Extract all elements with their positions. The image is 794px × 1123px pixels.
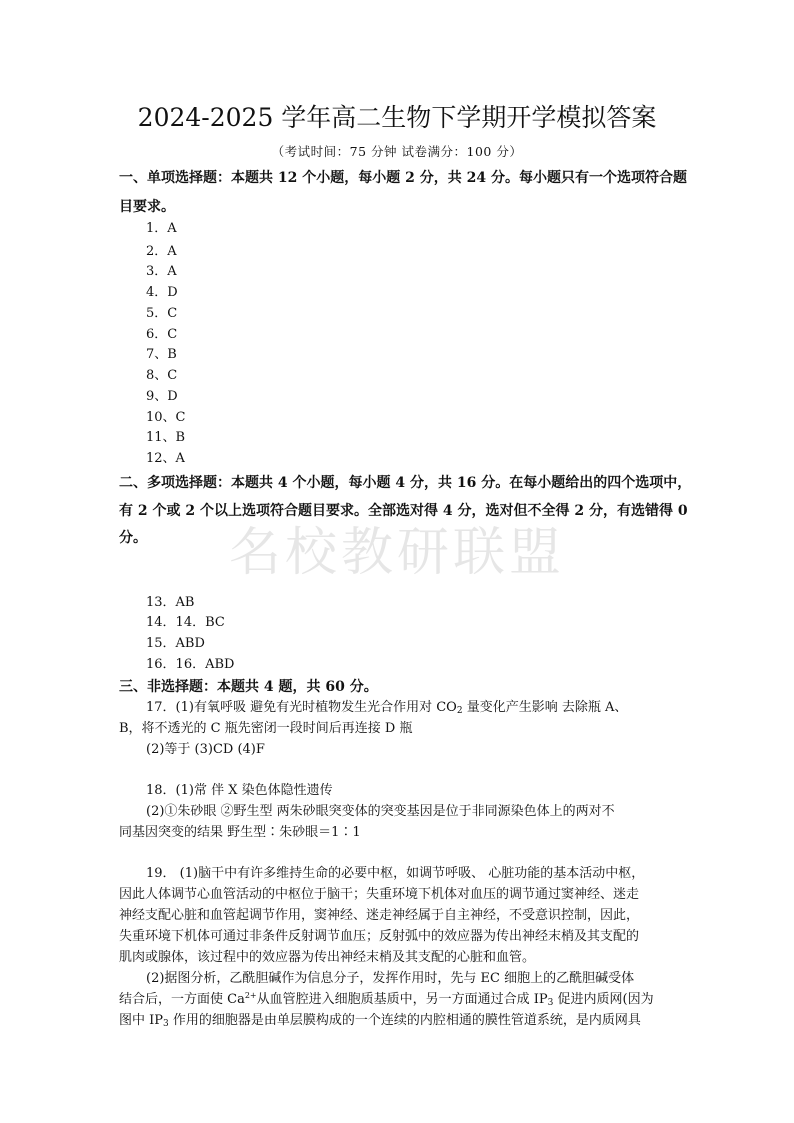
answer-item: 8、C — [146, 368, 178, 383]
q19-line-2: 因此人体调节心血管活动的中枢位于脑干；失重环境下机体对血压的调节通过窦神经、迷走 — [119, 887, 640, 902]
answer-item: 10、C — [146, 410, 186, 425]
q19-line-7-text-c: 促进内质网(因为 — [553, 992, 654, 1007]
section-1-heading-line-2: 目要求。 — [119, 199, 175, 215]
q19-line-7-text-a: 结合后，一方面使 Ca — [119, 992, 245, 1007]
answer-item: 12、A — [146, 451, 185, 466]
answer-item: 3．A — [146, 264, 177, 279]
section-3-heading: 三、非选择题：本题共 4 题，共 60 分。 — [119, 679, 378, 695]
answer-item: 4．D — [146, 285, 178, 300]
q18-line-2: (2)①朱砂眼 ②野生型 两朱砂眼突变体的突变基因是位于非同源染色体上的两对不 — [146, 804, 615, 819]
q19-line-7-text-b: 从血管腔进入细胞质基质中，另一方面通过合成 IP — [256, 992, 548, 1007]
q17-line-3: (2)等于 (3)CD (4)F — [146, 742, 265, 757]
q19-line-5: 肌肉或腺体，该过程中的效应器为传出神经末梢及其支配的心脏和血管。 — [119, 950, 536, 965]
q17-line-1 — [146, 698, 627, 718]
q18-line-3: 同基因突变的结果 野生型∶朱砂眼＝1∶1 — [119, 825, 361, 840]
subscript: 3 — [547, 998, 554, 1008]
answer-item: 7、B — [146, 347, 177, 362]
answer-item: 6．C — [146, 327, 178, 342]
answer-item: 11、B — [146, 430, 186, 445]
answer-item: 2．A — [146, 244, 177, 259]
page-title: 2024-2025 学年高二生物下学期开学模拟答案 — [137, 103, 657, 132]
q19-line-1: 19． (1)脑干中有许多维持生命的必要中枢，如调节呼吸、 心脏功能的基本活动中枢， — [146, 866, 645, 881]
watermark: 名校教研联盟 — [228, 523, 565, 583]
q19-line-8 — [119, 1011, 641, 1031]
answer-item: 1．A — [146, 221, 177, 236]
superscript: 2+ — [244, 991, 257, 1000]
answer-item: 5．C — [146, 306, 178, 321]
q18-line-1: 18．(1)常 伴 X 染色体隐性遗传 — [146, 783, 333, 798]
section-2-heading-line-1: 二、多项选择题：本题共 4 个小题，每小题 4 分，共 16 分。在每小题给出的四个选项中， — [119, 475, 692, 491]
answer-item: 16．16．ABD — [146, 657, 235, 672]
q17-line-1-text-b: 量变化产生影响 去除瓶 A、 — [462, 700, 628, 715]
section-2-heading-line-2: 有 2 个或 2 个以上选项符合题目要求。全部选对得 4 分，选对但不全得 2 分，有选错得 0 — [119, 503, 688, 519]
exam-info: （考试时间：75 分钟 试卷满分：100 分） — [271, 144, 523, 159]
q19-line-3: 神经支配心脏和血管起调节作用，窦神经、迷走神经属于自主神经，不受意识控制，因此， — [119, 908, 640, 923]
section-1-heading-line-1: 一、单项选择题：本题共 12 个小题，每小题 2 分，共 24 分。每小题只有一个选项符合题 — [119, 170, 687, 186]
answer-item: 15．ABD — [146, 636, 205, 651]
subscript: 2 — [456, 706, 463, 716]
q19-line-7 — [119, 990, 654, 1010]
q17-line-1-text-a: 17．(1)有氧呼吸 避免有光时植物发生光合作用对 CO — [146, 700, 457, 715]
section-2-heading-line-3: 分。 — [119, 530, 147, 546]
q19-line-6: (2)据图分析，乙酰胆碱作为信息分子，发挥作用时，先与 EC 细胞上的乙酰胆碱受体 — [146, 971, 635, 986]
answer-item: 9、D — [146, 389, 178, 404]
q19-line-4: 失重环境下机体可通过非条件反射调节血压；反射弧中的效应器为传出神经末梢及其支配的 — [119, 929, 640, 944]
answer-item: 14．14．BC — [146, 615, 225, 630]
answer-item: 13．AB — [146, 595, 195, 610]
q17-line-2: B，将不透光的 C 瓶先密闭一段时间后再连接 D 瓶 — [119, 721, 413, 736]
q19-line-8-text-a: 图中 IP — [119, 1013, 164, 1028]
q19-line-8-text-b: 作用的细胞器是由单层膜构成的一个连续的内腔相通的膜性管道系统，是内质网具 — [168, 1013, 641, 1028]
subscript: 3 — [163, 1019, 169, 1029]
